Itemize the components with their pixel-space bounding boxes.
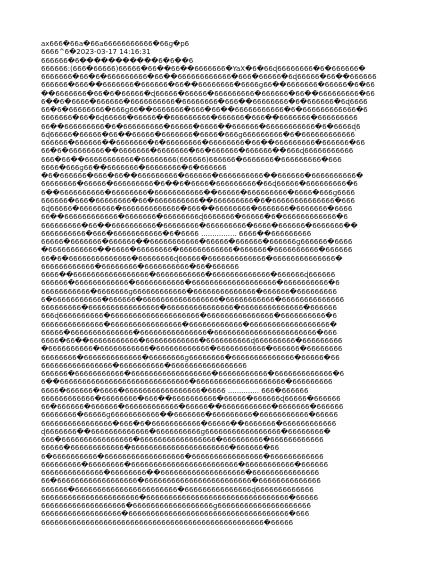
text-line: 666666�66666666666666666666666�666666666666666ɖ6666666666666 <box>41 485 314 494</box>
text-line: 66666666�6666666666666�66666666ɡ66666666�66666666666666�66666�66 <box>41 353 340 362</box>
text-line: 666666666�66666666�666666666666666666666666�66666666666�666666 <box>41 460 329 469</box>
text-line: 6ɖ66666�66666666�6666666666666�666��66666666�6666666�6666666�6666 <box>41 205 353 213</box>
text-line: 66�6�66666666��6666666�6666666�66�666666�666666��666ɖ66666666666 <box>41 147 354 156</box>
document-header-line: ax666�66a�66a66666666666�66ɡ�p6 <box>41 40 190 48</box>
text-line: 666666�666666666666�66666666666�6666666666666666666�6666666666�6 <box>41 279 340 288</box>
text-line: 6�6666666666�666666666666666666�6666666666666666�666666666666 <box>41 452 324 461</box>
text-line: 6ɖ66666�66666�66��66666�6666666�6666�666ɡ666666666�6�666666666666 <box>41 130 355 139</box>
text-line: 666666666666666666�666666666666666666666666666666666666�666 <box>41 510 310 519</box>
text-line: ��6666666�66�6�66666�ɖ66666�66666�666666666�666666�66��666666666�66 <box>41 89 375 98</box>
text-line: 666666666�66��6666666666�66666666�666666666�6666�666666�6666666�� <box>41 221 358 230</box>
text-line: 6666666666666666�6666666666�66666666666666666 <box>41 361 247 370</box>
document-timestamp-line: 6666^6�2023-03-17 14:16:31 <box>41 48 151 57</box>
text-line: 6��6�6666�666666�6666666666�66666666�666��66666666�6�666666�6ɖ6666 <box>41 97 368 106</box>
text-line: 6666�66��66666666666�666666666666�6666666666ɖ666666666�666666666 <box>41 337 343 345</box>
text-line: �66666666666��6666�66666666�666666666666�666666�6666666666�666666 <box>41 246 353 255</box>
text-line: 66666666666666�6666666666666666�666666666666�666666666666666666� <box>41 320 337 329</box>
text-line: 66�6�66666666666666�66666666ɖ66666�6666666666666�66666666666666� <box>41 254 343 263</box>
text-line: 6666��66666666666666666�66666666666�6666666666666�666666ɖ666666 <box>41 271 336 279</box>
text-line: 666666666666�66666666�6666666666�66�666666 <box>41 262 239 271</box>
text-line: 6666666666666666�666�6�66666666666�66666��6666666�666666666666 <box>41 419 337 428</box>
text-line: 66666�666666666666�6666666666666666666666�666666�66 <box>41 444 280 453</box>
text-line: 66�6�66666666�666ɡ66��6666666�666�66��66666666666�6�666666666666�6 <box>41 106 368 114</box>
text-line: 666�6666666666666666�66666666666666666�666666666�666666666666 <box>41 436 324 444</box>
text-line: 66�666666�666666�666666666666�66666��66666666666�6666666�666666 <box>41 403 344 411</box>
text-line: 6666�666666�6666�66666666666666666�6666 .............. 666�666666 <box>41 386 309 395</box>
text-line: 666666�666�66666666�66�6666666666��666666666�6�66666666666666�666 <box>41 196 356 205</box>
text-line: ɖ6666666��6666666666666�6666666666ɡ66666666666666666�66666666� <box>41 427 331 436</box>
text-line: �6666666666�66666666666�666666666666�66666666666�666666�66666666 <box>41 345 343 354</box>
document-header-line: 666666�6�����������6�6��6 <box>41 56 194 65</box>
text-line: 6666666666666666666666�66666666666666666666666666666666�66666 <box>41 493 319 502</box>
text-line: 666666:(666�66666)66666�66��66��6666666�YaX�6�66ɖ66666666�6�666666� <box>41 64 366 73</box>
text-line: 66666666666�6666666ɡ666666666666�66666666666666�666666�666666666 <box>41 287 337 296</box>
text-line: 666�66��66666666666�66666666(666666)666666�6666666�666666666�666 <box>41 155 342 164</box>
text-line: 66��666666666�6�666666666�66666�6666��666666�66666666666�6�6666ɖ6 <box>41 122 361 131</box>
text-line: 6666�666ɡ66��6666666�66666666�6�666666 <box>41 163 227 172</box>
text-line: 6�66666666666�666666�66666666666666666�66666666666�66666666666666 <box>41 295 345 304</box>
text-line: 66666666666666�66666666��6666666666666666666�666666666666666 <box>41 469 320 477</box>
text-line: 666666666666�66666666�666��6666666666�66666�666666ɖ66666�666666 <box>41 394 341 403</box>
text-line: 66666666666666666666666666666666666666666666666666�66666 <box>41 518 294 527</box>
text-line: 6��66666666666666666666666666666�66666666666666666666�666666666 <box>41 378 333 387</box>
text-line: 6666666�66�6�666666666�66��666666666666�666�66666�6ɖ66666�66��666666 <box>41 73 377 81</box>
text-line: �6�666666�666�66��666666666�666666�6666666666��666666�6666666666� <box>41 172 364 180</box>
text-line: 666666666�6666666666666666�666666666666666�66666666666666�666666 <box>41 304 337 312</box>
text-line: 66�666666666666666666�666666666666666666666666�66666666666666 <box>41 477 321 486</box>
text-line: 666666�66666666666�666666666666666666�66666666666�6666666666666�6 <box>41 370 345 378</box>
text-line: 6666666�66�6ɖ66666�66666��666666666�666666�666��6666666�666666666 <box>41 114 358 123</box>
text-line: 66666�66666666666666�666666666666666�66666666666666666666666�666 <box>41 328 337 337</box>
text-line: 6666666666666666666�666666666666666666ɡ666666666666666666666 <box>41 502 311 510</box>
text-line: 666666�666��6666666�666666�66��66666666�6666ɡ66��6666666�66666�6�66 <box>41 81 375 90</box>
text-line: 66666666�66666�666666666�6��6�6666�666666666�66ɖ66666�666666666�6 <box>41 180 358 189</box>
text-line: 666666�666666��6666666�6�66666666�66666666�66��666666666�666666�66 <box>41 139 365 147</box>
text-line: 6��6666666666�66666666�66666666666��66666�666666666�6666�666ɡ6666 <box>41 188 355 197</box>
text-line: 6666666666�666�66666666666�6�6666 ................ 6666��666666666 <box>41 229 312 238</box>
text-line: 666ɖ6666666666�66666666666666666666�666666666666666�6666666666�6 <box>41 312 337 321</box>
text-line: 66666666�66666ɡ66666666666��6666666�666666666�66666666666�66666 <box>41 411 338 420</box>
text-line: 66666�6666666�666666��66666666666�66666�666666�666666ɡ666666�6666 <box>41 238 353 246</box>
text-line: 66��666666666666�6666666�66666666ɖ6666666�66666�6�666666666666�6 <box>41 213 348 222</box>
document-body <box>41 40 409 527</box>
